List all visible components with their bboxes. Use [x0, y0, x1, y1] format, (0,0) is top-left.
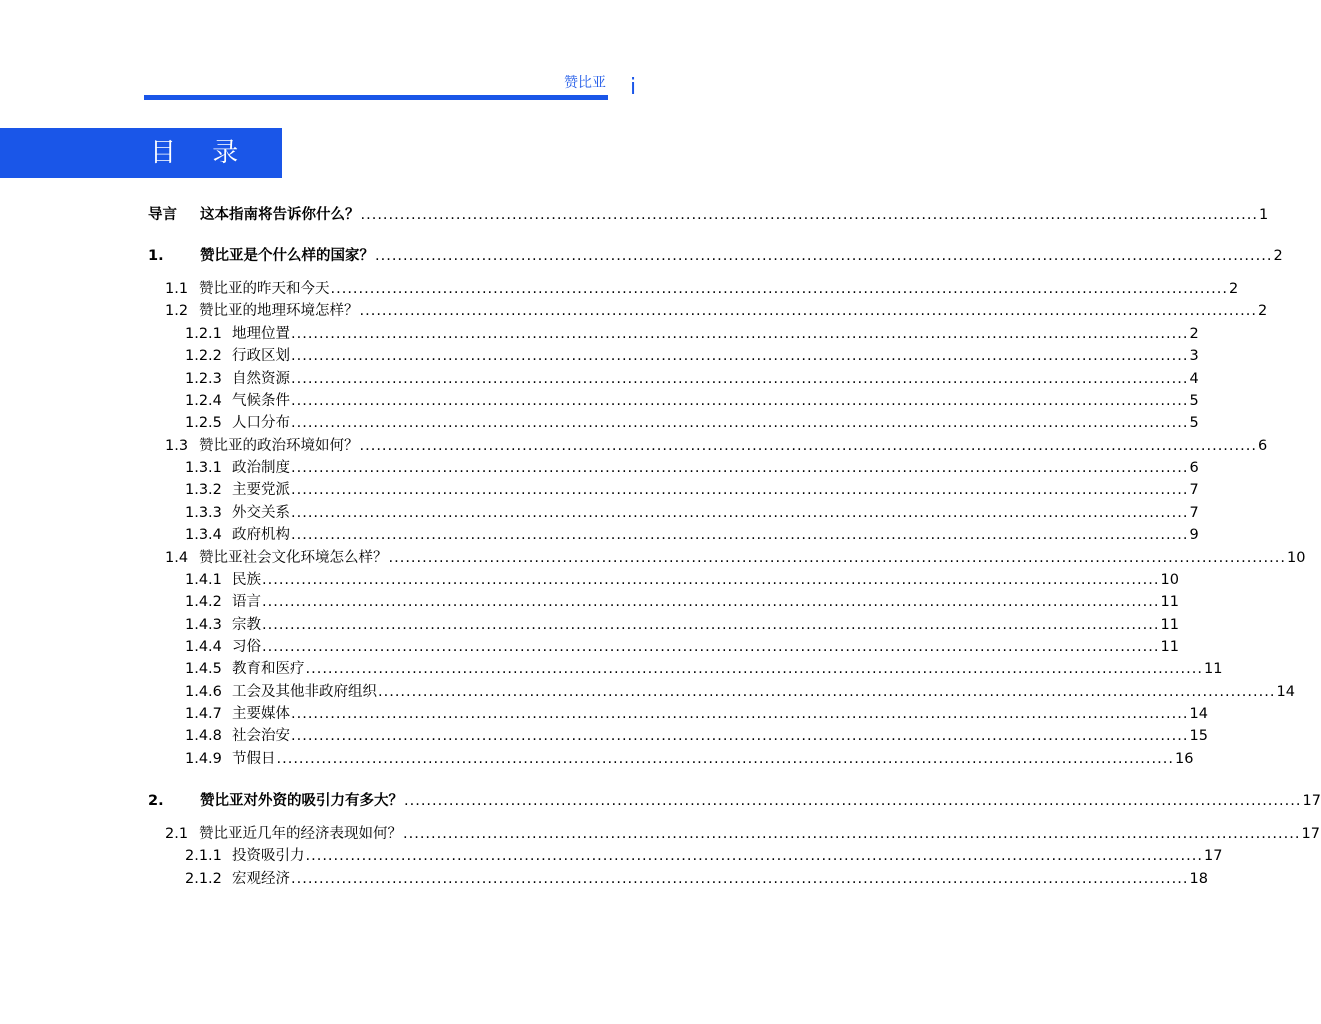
- toc-entry-title: 政府机构: [232, 527, 290, 543]
- toc-entry-page: 1: [1258, 207, 1269, 223]
- toc-entry-title: 赞比亚的地理环境怎样？: [199, 303, 359, 319]
- toc-entry[interactable]: [165, 436, 1268, 456]
- toc-entry[interactable]: [148, 791, 1321, 811]
- toc-entry[interactable]: [185, 570, 1179, 590]
- toc-entry-title: 主要党派: [232, 482, 290, 498]
- dot-leader: ................................................................................................................................................................: [291, 415, 1189, 431]
- toc-entry[interactable]: [185, 324, 1199, 344]
- toc-entry-page: 7: [1189, 482, 1199, 498]
- dot-leader: ................................................................................................................................................................: [291, 728, 1189, 744]
- dot-leader: ................................................................................................................................................................: [291, 371, 1189, 387]
- toc-entry-number: 1.2.3: [185, 371, 222, 387]
- toc-entry-page: 10: [1286, 550, 1306, 566]
- dot-leader: ................................................................................................................................................................: [291, 393, 1189, 409]
- toc-entry-title: 教育和医疗: [232, 661, 305, 677]
- toc-entry[interactable]: [185, 458, 1199, 478]
- toc-entry-title: 政治制度: [232, 460, 290, 476]
- toc-entry-number: 2.1.1: [185, 848, 222, 864]
- dot-leader: ................................................................................................................................................................: [375, 248, 1273, 264]
- toc-entry-page: 4: [1189, 371, 1199, 387]
- toc-entry-number: 1.4.5: [185, 661, 222, 677]
- dot-leader: ................................................................................................................................................................: [403, 826, 1301, 842]
- toc-entry-number: 1.: [148, 248, 164, 264]
- toc-entry-title: 赞比亚是个什么样的国家？: [200, 248, 374, 264]
- toc-entry-title: 赞比亚的昨天和今天: [199, 281, 330, 297]
- toc-entry[interactable]: [185, 413, 1199, 433]
- toc-entry-page: 2: [1257, 303, 1268, 319]
- dot-leader: ................................................................................................................................................................: [291, 326, 1189, 342]
- dot-leader: ................................................................................................................................................................: [291, 348, 1189, 364]
- toc-entry[interactable]: [185, 869, 1208, 889]
- toc-entry-page: 9: [1189, 527, 1199, 543]
- toc-entry-number: 1.4.3: [185, 617, 222, 633]
- toc-entry-number: 1.3: [165, 438, 189, 454]
- toc-entry-number: 1.4: [165, 550, 189, 566]
- toc-entry-page: 11: [1160, 594, 1179, 610]
- toc-entry[interactable]: [148, 205, 1269, 225]
- page-number: i: [630, 75, 637, 100]
- toc-entry-page: 10: [1160, 572, 1179, 588]
- toc-entry-title: 这本指南将告诉你什么？: [200, 207, 360, 223]
- dot-leader: ................................................................................................................................................................: [305, 848, 1203, 864]
- toc-entry-number: 2.: [148, 793, 164, 809]
- dot-leader: ................................................................................................................................................................: [359, 438, 1257, 454]
- toc-entry-number: 1.3.1: [185, 460, 222, 476]
- toc-entry-title: 自然资源: [232, 371, 290, 387]
- toc-entry[interactable]: [185, 346, 1199, 366]
- toc-entry-title: 外交关系: [232, 505, 290, 521]
- toc-entry-page: 2: [1228, 281, 1239, 297]
- toc-entry-number: 导言: [148, 207, 177, 223]
- toc-entry[interactable]: [185, 615, 1179, 635]
- toc-entry[interactable]: [185, 369, 1199, 389]
- toc-entry-number: 1.3.2: [185, 482, 222, 498]
- toc-entry-number: 1.4.1: [185, 572, 222, 588]
- toc-entry-number: 1.2.2: [185, 348, 222, 364]
- toc-entry-number: 1.4.6: [185, 684, 222, 700]
- toc-entry[interactable]: [185, 480, 1199, 500]
- dot-leader: ................................................................................................................................................................: [291, 706, 1189, 722]
- toc-entry-title: 地理位置: [232, 326, 290, 342]
- toc-entry[interactable]: [185, 682, 1295, 702]
- toc-entry-page: 11: [1160, 639, 1179, 655]
- toc-entry-page: 18: [1189, 871, 1208, 887]
- toc-entry-title: 宗教: [232, 617, 261, 633]
- dot-leader: ................................................................................................................................................................: [276, 751, 1174, 767]
- toc-entry-title: 主要媒体: [232, 706, 290, 722]
- toc-entry-number: 1.3.3: [185, 505, 222, 521]
- toc-entry[interactable]: [185, 637, 1179, 657]
- toc-entry-page: 14: [1276, 684, 1295, 700]
- dot-leader: ................................................................................................................................................................: [291, 527, 1189, 543]
- toc-entry-title: 赞比亚对外资的吸引力有多大？: [200, 793, 403, 809]
- dot-leader: ................................................................................................................................................................: [291, 460, 1189, 476]
- toc-entry-title: 赞比亚的政治环境如何？: [199, 438, 359, 454]
- toc-entry[interactable]: [185, 749, 1194, 769]
- toc-entry[interactable]: [185, 503, 1199, 523]
- toc-entry-title: 语言: [232, 594, 261, 610]
- toc-entry-page: 17: [1203, 848, 1223, 864]
- dot-leader: ................................................................................................................................................................: [388, 550, 1286, 566]
- dot-leader: ................................................................................................................................................................: [330, 281, 1228, 297]
- toc-entry-title: 民族: [232, 572, 261, 588]
- toc-entry-title: 投资吸引力: [232, 848, 305, 864]
- toc-entry-number: 1.4.9: [185, 751, 222, 767]
- toc-entry-title: 习俗: [232, 639, 261, 655]
- toc-entry-title: 赞比亚近几年的经济表现如何？: [199, 826, 402, 842]
- toc-entry-page: 17: [1302, 793, 1321, 809]
- dot-leader: ................................................................................................................................................................: [291, 505, 1189, 521]
- toc-entry[interactable]: [165, 548, 1306, 568]
- toc-entry[interactable]: [185, 659, 1223, 679]
- toc-entry-title: 气候条件: [232, 393, 290, 409]
- toc-entry-number: 1.2.5: [185, 415, 222, 431]
- toc-entry-number: 1.3.4: [185, 527, 222, 543]
- toc-entry-number: 1.4.7: [185, 706, 222, 722]
- toc-entry-title: 赞比亚社会文化环境怎么样？: [199, 550, 388, 566]
- toc-entry[interactable]: [185, 525, 1199, 545]
- toc-entry-number: 1.4.8: [185, 728, 222, 744]
- toc-entry-page: 16: [1174, 751, 1194, 767]
- toc-entry-title: 宏观经济: [232, 871, 290, 887]
- toc-entry[interactable]: [165, 279, 1239, 299]
- toc-entry-page: 11: [1160, 617, 1179, 633]
- toc-entry-number: 1.1: [165, 281, 189, 297]
- toc-entry-title: 社会治安: [232, 728, 290, 744]
- toc-title: 目 录: [150, 138, 253, 168]
- dot-leader: ................................................................................................................................................................: [262, 639, 1160, 655]
- toc-entry-page: 2: [1189, 326, 1199, 342]
- dot-leader: ................................................................................................................................................................: [262, 617, 1160, 633]
- toc-entry-page: 17: [1301, 826, 1320, 842]
- toc-entry[interactable]: [185, 846, 1223, 866]
- toc-entry-page: 15: [1189, 728, 1208, 744]
- toc-entry-page: 5: [1189, 415, 1199, 431]
- toc-entry-page: 14: [1189, 706, 1208, 722]
- toc-entry-number: 1.2.1: [185, 326, 222, 342]
- toc-entry-page: 11: [1203, 661, 1223, 677]
- toc-entry[interactable]: [185, 704, 1208, 724]
- toc-entry-number: 1.2.4: [185, 393, 222, 409]
- toc-entry[interactable]: [185, 391, 1199, 411]
- toc-entry-number: 1.4.2: [185, 594, 222, 610]
- toc-entry-number: 1.2: [165, 303, 189, 319]
- dot-leader: ................................................................................................................................................................: [360, 207, 1258, 223]
- toc-entry-page: 5: [1189, 393, 1199, 409]
- toc-entry-number: 2.1: [165, 826, 189, 842]
- toc-entry-number: 2.1.2: [185, 871, 222, 887]
- dot-leader: ................................................................................................................................................................: [378, 684, 1276, 700]
- toc-entry-title: 人口分布: [232, 415, 290, 431]
- toc-entry[interactable]: [148, 246, 1283, 266]
- toc-entry-title: 工会及其他非政府组织: [232, 684, 377, 700]
- toc-entry-title: 行政区划: [232, 348, 290, 364]
- toc-entry[interactable]: [165, 824, 1320, 844]
- toc-entry-number: 1.4.4: [185, 639, 222, 655]
- dot-leader: ................................................................................................................................................................: [291, 871, 1189, 887]
- toc-entry-page: 6: [1257, 438, 1268, 454]
- toc-entry[interactable]: [185, 592, 1179, 612]
- dot-leader: ................................................................................................................................................................: [404, 793, 1302, 809]
- dot-leader: ................................................................................................................................................................: [359, 303, 1257, 319]
- dot-leader: ................................................................................................................................................................: [305, 661, 1203, 677]
- toc-entry[interactable]: [165, 301, 1268, 321]
- toc-entry-page: 2: [1273, 248, 1283, 264]
- running-header-title: 赞比亚: [564, 75, 606, 91]
- dot-leader: ................................................................................................................................................................: [262, 572, 1160, 588]
- toc-entry-page: 3: [1189, 348, 1199, 364]
- toc-entry[interactable]: [185, 726, 1208, 746]
- dot-leader: ................................................................................................................................................................: [291, 482, 1189, 498]
- toc-entry-page: 6: [1189, 460, 1199, 476]
- toc-entry-title: 节假日: [232, 751, 276, 767]
- toc-entry-page: 7: [1189, 505, 1199, 521]
- dot-leader: ................................................................................................................................................................: [262, 594, 1160, 610]
